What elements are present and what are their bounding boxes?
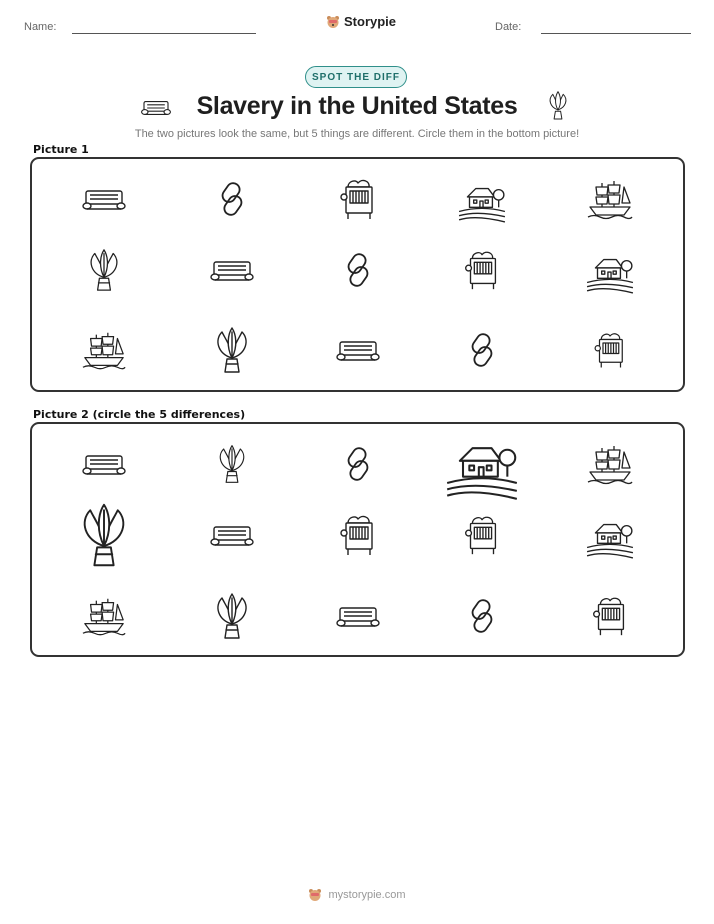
tobacco-icon[interactable] [82,248,126,292]
cotton-gin-icon[interactable] [587,593,633,639]
name-line[interactable] [72,33,256,34]
chain-icon[interactable] [210,177,254,221]
footer-url[interactable]: mystorypie.com [328,889,406,901]
picture-2-title: Picture 2 (circle the 5 differences) [33,408,246,421]
instructions: The two pictures look the same, but 5 things are different. Circle them in the bottom picture! [134,128,580,140]
scroll-icon[interactable] [80,175,128,223]
title-tobacco-icon [545,90,571,122]
scroll-icon[interactable] [208,511,256,559]
ship-icon[interactable] [586,175,634,223]
scroll-icon[interactable] [80,440,128,488]
cotton-gin-icon[interactable] [459,247,505,293]
ship-icon[interactable] [586,440,634,488]
picture-1-title: Picture 1 [33,143,89,156]
cotton-gin-icon[interactable] [334,175,382,223]
chain-icon[interactable] [336,442,380,486]
cotton-gin-icon[interactable] [589,329,631,371]
brand-name: Storypie [344,14,397,29]
scroll-icon[interactable] [334,592,382,640]
date-line[interactable] [541,33,691,34]
plantation-icon[interactable] [457,174,507,224]
footer [0,888,714,902]
ship-icon[interactable] [81,327,127,373]
scroll-icon[interactable] [334,326,382,374]
scroll-icon[interactable] [208,246,256,294]
date-label: Date: [495,21,522,33]
chain-icon[interactable] [460,594,504,638]
bear-logo-icon [326,15,340,29]
chain-icon[interactable] [460,328,504,372]
plantation-icon[interactable] [585,245,635,295]
tobacco-icon[interactable] [208,326,256,374]
tobacco-icon[interactable] [208,592,256,640]
tobacco-icon[interactable] [71,502,137,568]
tobacco-icon[interactable] [212,444,252,484]
cotton-gin-icon[interactable] [459,512,505,558]
brand-logo [326,14,396,29]
ship-icon[interactable] [81,593,127,639]
page-title: Slavery in the United States [196,92,518,120]
activity-badge: SPOT THE DIFF [305,66,407,88]
cotton-gin-icon[interactable] [334,511,382,559]
name-label: Name: [24,21,57,33]
chain-icon[interactable] [336,248,380,292]
plantation-icon[interactable] [444,426,520,502]
footer-bear-icon [308,888,322,902]
plantation-icon[interactable] [585,510,635,560]
